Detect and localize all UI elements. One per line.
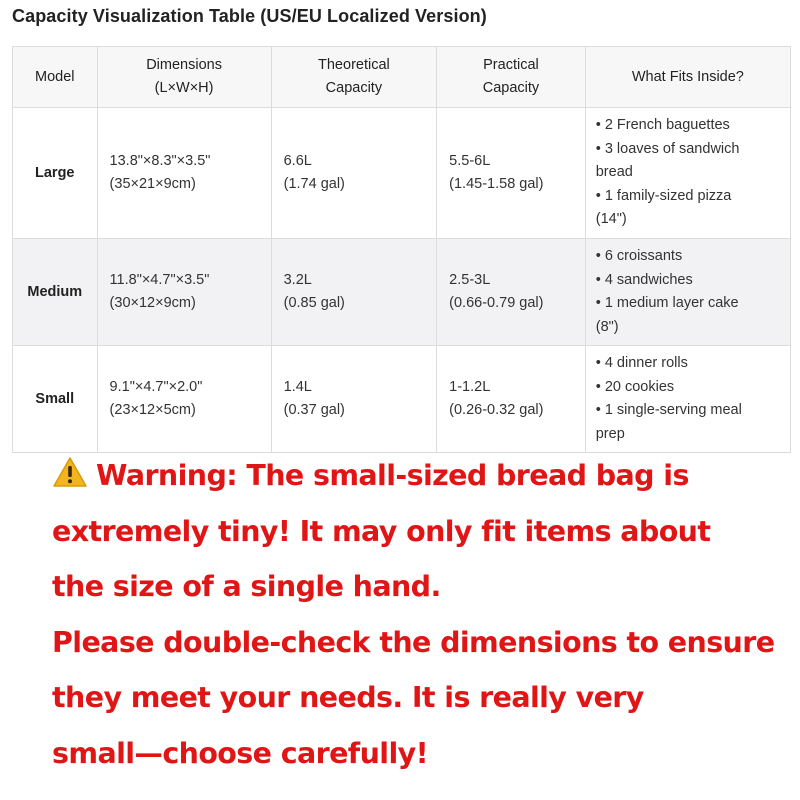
warning-line: Please double-check the dimensions to ensure xyxy=(52,625,775,659)
theoretical-gallons: (0.85 gal) xyxy=(283,295,345,311)
warning-line: they meet your needs. It is really very xyxy=(52,681,644,714)
fits-item: prep xyxy=(595,425,625,442)
header-theoretical xyxy=(271,47,437,108)
practical-gallons: (1.45-1.58 gal) xyxy=(449,176,544,192)
table-row-medium xyxy=(13,239,791,346)
dimensions-inches: 13.8"×8.3"×3.5" xyxy=(109,153,211,169)
practical-cell xyxy=(437,108,586,239)
fits-item: • 3 loaves of sandwich xyxy=(595,140,740,157)
header-practical-sub: Capacity xyxy=(482,80,540,96)
practical-gallons: (0.26-0.32 gal) xyxy=(449,402,544,418)
size-warning xyxy=(52,448,792,781)
fits-item: • 4 dinner rolls xyxy=(595,355,688,371)
dimensions-cell xyxy=(97,346,271,453)
dimensions-inches: 9.1"×4.7"×2.0" xyxy=(109,379,203,395)
fits-cell xyxy=(585,239,790,346)
fits-item: • 2 French baguettes xyxy=(595,117,730,134)
dimensions-cm: (23×12×5cm) xyxy=(109,402,196,418)
header-practical-label: Practical xyxy=(483,57,539,73)
header-fits xyxy=(585,47,790,108)
warning-line: the size of a single hand. xyxy=(52,570,441,603)
header-dimensions xyxy=(97,47,271,108)
practical-gallons: (0.66-0.79 gal) xyxy=(449,295,544,311)
header-model xyxy=(13,47,98,108)
dimensions-cm: (35×21×9cm) xyxy=(109,176,196,192)
model-cell: Medium xyxy=(13,239,98,346)
warning-line xyxy=(52,448,792,504)
fits-item: • 6 croissants xyxy=(595,248,683,264)
fits-item: • 1 medium layer cake xyxy=(595,295,739,311)
dimensions-cell xyxy=(97,108,271,239)
fits-item: (14") xyxy=(595,211,627,228)
fits-item: • 1 family-sized pizza xyxy=(595,187,732,204)
header-fits-label: What Fits Inside? xyxy=(631,68,744,85)
theoretical-liters: 1.4L xyxy=(283,379,312,395)
header-model-label: Model xyxy=(35,68,75,85)
warning-line: extremely tiny! It may only fit items about xyxy=(52,514,711,548)
fits-cell xyxy=(585,108,790,239)
theoretical-cell xyxy=(271,108,437,239)
header-theoretical-sub: Capacity xyxy=(325,80,383,96)
fits-item: • 1 single-serving meal xyxy=(595,402,742,418)
theoretical-liters: 3.2L xyxy=(283,272,312,288)
header-dimensions-label: Dimensions xyxy=(146,57,222,73)
table-row-small xyxy=(13,346,791,453)
table-row-large xyxy=(13,108,791,239)
fits-cell xyxy=(585,346,790,453)
dimensions-inches: 11.8"×4.7"×3.5" xyxy=(109,272,210,288)
warning-text: Warning: The small-sized bread bag is xyxy=(96,459,689,492)
theoretical-gallons: (1.74 gal) xyxy=(283,176,345,192)
capacity-table xyxy=(12,46,791,453)
theoretical-cell xyxy=(271,346,437,453)
practical-cell xyxy=(437,239,586,346)
practical-liters: 5.5-6L xyxy=(449,153,491,169)
header-theoretical-label: Theoretical xyxy=(318,57,390,73)
header-dimensions-sub: (L×W×H) xyxy=(154,80,214,96)
practical-liters: 2.5-3L xyxy=(449,272,491,288)
table-header-row xyxy=(13,47,791,108)
warning-triangle-icon xyxy=(52,456,88,488)
theoretical-cell xyxy=(271,239,437,346)
fits-item: • 20 cookies xyxy=(595,378,675,395)
fits-item: bread xyxy=(595,164,633,181)
fits-item: (8") xyxy=(595,318,619,335)
dimensions-cell xyxy=(97,239,271,346)
warning-line: small—choose carefully! xyxy=(52,736,429,770)
header-practical xyxy=(437,47,586,108)
practical-liters: 1-1.2L xyxy=(449,379,491,395)
theoretical-gallons: (0.37 gal) xyxy=(283,402,345,418)
page-title: Capacity Visualization Table (US/EU Localized Version) xyxy=(12,6,487,26)
practical-cell xyxy=(437,346,586,453)
theoretical-liters: 6.6L xyxy=(283,153,312,169)
dimensions-cm: (30×12×9cm) xyxy=(109,295,196,311)
fits-item: • 4 sandwiches xyxy=(595,271,693,288)
model-cell: Small xyxy=(13,346,98,453)
model-cell: Large xyxy=(13,108,98,239)
